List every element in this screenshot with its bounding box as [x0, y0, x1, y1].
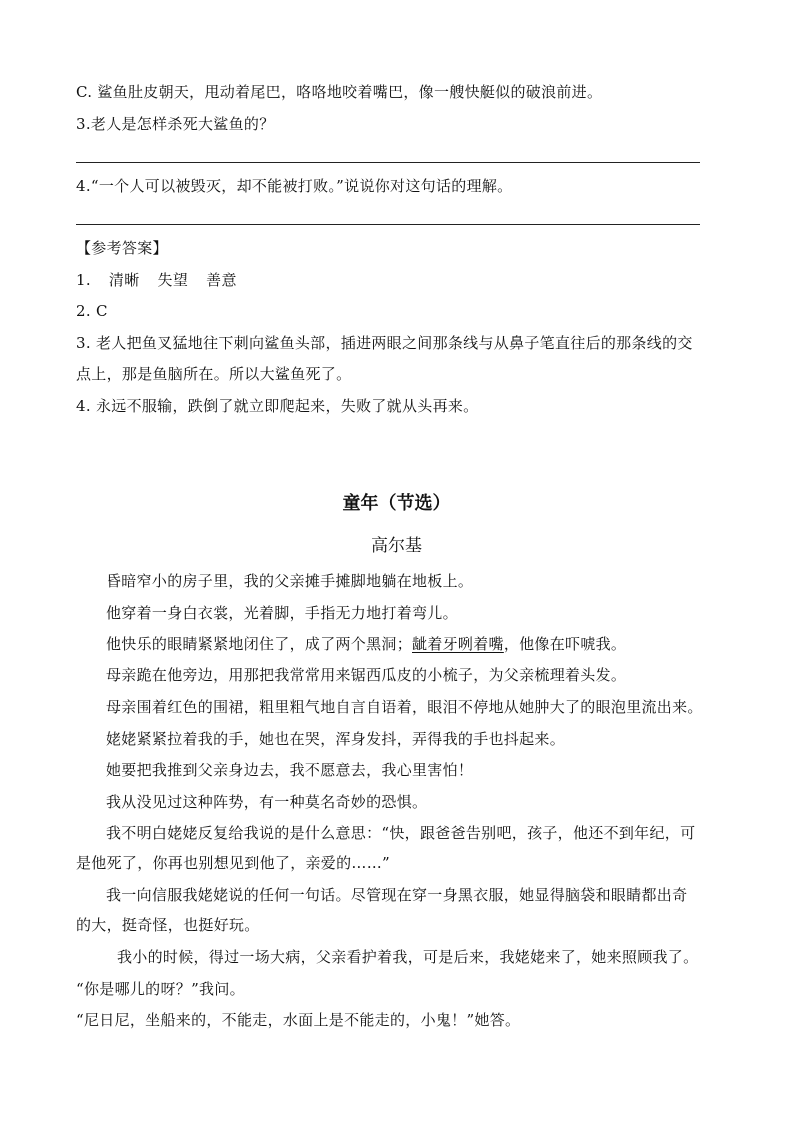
paragraph-10-line-2: 的大，挺奇怪，也挺好玩。 — [76, 916, 260, 934]
paragraph-8: 我从没见过这种阵势，有一种莫名奇妙的恐惧。 — [106, 793, 428, 811]
paragraph-12: “你是哪儿的呀？”我问。 — [76, 980, 245, 998]
reading-title: 童年（节选） — [342, 493, 451, 514]
paragraph-3-after: ，他像在吓唬我。 — [503, 635, 627, 653]
answer-2: 2. C — [76, 302, 108, 320]
paragraph-3-before: 他快乐的眼睛紧紧地闭住了，成了两个黑洞； — [106, 635, 413, 653]
answer-line-q3 — [76, 162, 700, 163]
question-4: 4.“一个人可以被毁灭，却不能被打败。”说说你对这句话的理解。 — [76, 177, 513, 195]
answer-4: 4. 永远不服输，跌倒了就立即爬起来，失败了就从头再来。 — [76, 397, 479, 415]
paragraph-9-line-2: 是他死了，你再也别想见到他了，亲爱的……” — [76, 854, 390, 872]
answer-1-word-1: 清晰 — [108, 271, 140, 289]
answers-header: 【参考答案】 — [76, 239, 168, 257]
paragraph-2: 他穿着一身白衣裳，光着脚，手指无力地打着弯儿。 — [106, 604, 458, 622]
paragraph-3-underlined-phrase: 龇着牙咧着嘴 — [412, 635, 504, 653]
answer-1-word-3: 善意 — [206, 271, 237, 289]
paragraph-11: 我小的时候，得过一场大病，父亲看护着我，可是后来，我姥姥来了，她来照顾我了。 — [117, 948, 699, 966]
paragraph-13: “尼日尼，坐船来的，不能走，水面上是不能走的，小鬼！”她答。 — [76, 1011, 521, 1029]
paragraph-7: 她要把我推到父亲身边去，我不愿意去，我心里害怕！ — [106, 761, 474, 779]
question-option-c: C. 鲨鱼肚皮朝天，甩动着尾巴，咯咯地咬着嘴巴，像一艘快艇似的破浪前进。 — [76, 83, 603, 101]
answer-1 — [76, 270, 237, 290]
paragraph-3 — [106, 634, 752, 654]
question-3: 3.老人是怎样杀死大鲨鱼的？ — [76, 115, 275, 133]
answer-line-q4 — [76, 224, 700, 225]
answer-1-number: 1. — [76, 271, 91, 289]
answer-1-word-2: 失望 — [157, 271, 189, 289]
paragraph-9-line-1: 我不明白姥姥反复给我说的是什么意思：“快，跟爸爸告别吧，孩子，他还不到年纪，可 — [106, 824, 696, 842]
answer-3-line-2: 点上，那是鱼脑所在。所以大鲨鱼死了。 — [76, 365, 352, 383]
answer-3-line-1: 3. 老人把鱼叉猛地往下刺向鲨鱼头部，插进两眼之间那条线与从鼻子笔直往后的那条线的交 — [76, 334, 693, 352]
paragraph-1: 昏暗窄小的房子里，我的父亲摊手摊脚地躺在地板上。 — [106, 572, 474, 590]
paragraph-4: 母亲跪在他旁边，用那把我常常用来锯西瓜皮的小梳子，为父亲梳理着头发。 — [106, 666, 627, 684]
reading-author: 高尔基 — [371, 536, 422, 556]
paragraph-5: 母亲围着红色的围裙，粗里粗气地自言自语着，眼泪不停地从她肿大了的眼泡里流出来。 — [106, 698, 703, 716]
paragraph-6: 姥姥紧紧拉着我的手，她也在哭，浑身发抖，弄得我的手也抖起来。 — [106, 730, 566, 748]
paragraph-10-line-1: 我一向信服我姥姥说的任何一句话。尽管现在穿一身黑衣服，她显得脑袋和眼睛都出奇 — [106, 886, 688, 904]
